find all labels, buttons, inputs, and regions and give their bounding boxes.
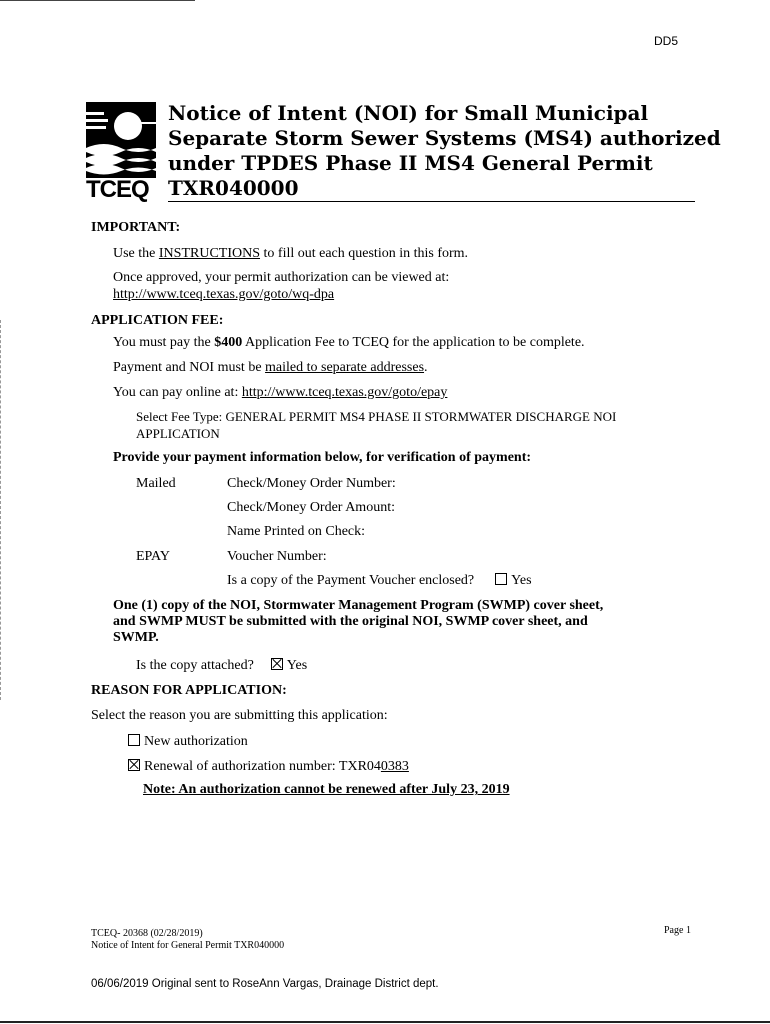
approval-line: Once approved, your permit authorization can be viewed at: [113, 270, 450, 285]
renewal-number: 0383 [380, 759, 409, 774]
copy-notice-line-1: One (1) copy of the NOI, Stormwater Management Program (SWMP) cover sheet, [113, 598, 604, 613]
payment-heading: Provide your payment information below, for verification of payment: [113, 450, 532, 465]
check-amount-field: Check/Money Order Amount: [227, 500, 395, 515]
form-name: Notice of Intent for General Permit TXR040000 [91, 940, 285, 951]
fee-line [113, 335, 585, 351]
instructions-post: to fill out each question in this form. [260, 246, 469, 261]
instructions-link[interactable]: INSTRUCTIONS [158, 246, 261, 261]
copy-notice [113, 598, 603, 646]
title-line-4: TXR040000 [168, 176, 299, 200]
page-title [168, 101, 721, 201]
fee-post: Application Fee to TCEQ for the application to be complete. [242, 335, 585, 350]
voucher-enclosed-label: Is a copy of the Payment Voucher enclosed? [227, 573, 475, 588]
name-on-check-field: Name Printed on Check: [227, 524, 366, 539]
copy-notice-line-2: and SWMP MUST be submitted with the original NOI, SWMP cover sheet, and [113, 614, 588, 629]
renewal-label: Renewal of authorization number: TXR04 [144, 759, 381, 774]
check-number-field: Check/Money Order Number: [227, 476, 396, 491]
fee-heading: APPLICATION FEE: [91, 313, 224, 328]
renewal-checkbox[interactable] [128, 759, 140, 771]
fee-amount: $400 [214, 335, 243, 350]
renewal-note: Note: An authorization cannot be renewed after July 23, 2019 [143, 782, 510, 797]
copy-attached-label: Is the copy attached? [136, 658, 254, 673]
new-authorization-label: New authorization [144, 734, 248, 749]
mailed-label: Mailed [136, 476, 176, 491]
tceq-logo-icon [86, 102, 156, 178]
voucher-number-field: Voucher Number: [227, 549, 327, 564]
new-authorization-option[interactable] [128, 734, 248, 750]
copy-yes-checkbox[interactable] [271, 658, 283, 670]
voucher-enclosed-question [227, 573, 532, 589]
tceq-logo [86, 102, 156, 206]
title-rule [168, 201, 695, 202]
scan-edge-top [0, 0, 195, 1]
epay-label: EPAY [136, 549, 170, 564]
dpa-link[interactable]: http://www.tceq.texas.gov/goto/wq-dpa [113, 287, 335, 302]
renewal-option[interactable] [128, 759, 409, 775]
voucher-yes-label: Yes [511, 573, 532, 588]
title-line-2: Separate Storm Sewer Systems (MS4) authorized [168, 126, 721, 150]
separate-pre: Payment and NOI must be [113, 360, 266, 375]
fee-pre: You must pay the [113, 335, 215, 350]
title-line-1: Notice of Intent (NOI) for Small Municipal [168, 101, 649, 125]
epay-pre: You can pay online at: [113, 385, 242, 400]
fee-type-line-2: APPLICATION [136, 426, 220, 441]
voucher-yes-checkbox[interactable] [495, 573, 507, 585]
form-code: TCEQ- 20368 (02/28/2019) [91, 928, 203, 939]
document-code: DD5 [654, 34, 679, 48]
instructions-line [113, 246, 468, 262]
separate-post: . [424, 360, 428, 375]
fee-type-line-1: Select Fee Type: GENERAL PERMIT MS4 PHASE II STORMWATER DISCHARGE NOI [136, 409, 617, 424]
epay-link[interactable]: http://www.tceq.texas.gov/goto/epay [241, 385, 448, 400]
scan-edge-left [0, 320, 2, 700]
separate-addresses-link[interactable]: mailed to separate addresses [265, 360, 425, 375]
reason-prompt: Select the reason you are submitting this application: [91, 708, 388, 723]
epay-line [113, 385, 447, 401]
new-authorization-checkbox[interactable] [128, 734, 140, 746]
scan-edge-bottom [0, 1021, 770, 1023]
copy-yes-label: Yes [286, 658, 308, 673]
instructions-pre: Use the [113, 246, 159, 261]
title-line-3: under TPDES Phase II MS4 General Permit [168, 151, 653, 175]
page-number: Page 1 [664, 925, 691, 936]
important-heading: IMPORTANT: [91, 220, 181, 235]
handwritten-stamp-note: 06/06/2019 Original sent to RoseAnn Vargas, Drainage District dept. [91, 978, 439, 990]
tceq-logo-text: TCEQ [86, 176, 149, 203]
separate-addresses-line [113, 360, 428, 376]
copy-attached-question [136, 658, 307, 674]
copy-notice-line-3: SWMP. [113, 630, 159, 645]
reason-heading: REASON FOR APPLICATION: [91, 683, 287, 698]
